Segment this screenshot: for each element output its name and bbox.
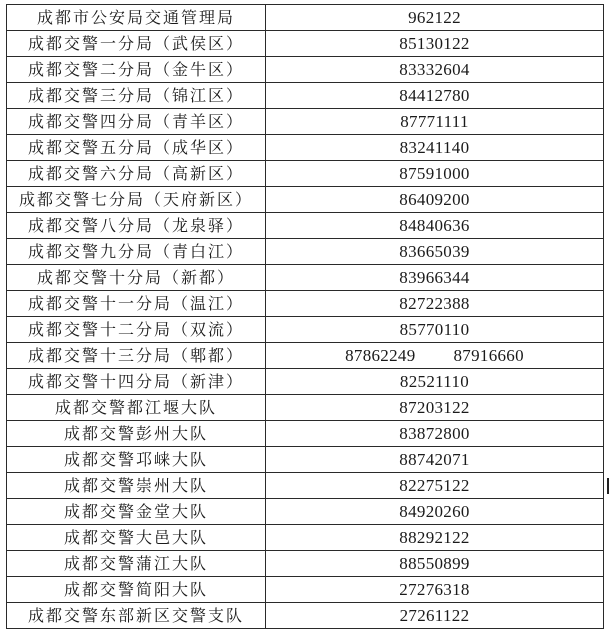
phone-number: 82275122 [399,476,470,495]
phone-number: 84840636 [399,216,470,235]
phone-number: 83966344 [399,268,470,287]
department-name-cell: 成都交警十分局（新都） [7,265,266,291]
phone-number: 88550899 [399,554,470,573]
department-name-cell: 成都交警蒲江大队 [7,551,266,577]
phone-number: 82722388 [399,294,470,313]
phone-cell [266,291,604,317]
department-name-cell: 成都交警九分局（青白江） [7,239,266,265]
edge-mark [607,478,609,494]
department-name-cell: 成都交警都江堰大队 [7,395,266,421]
phone-cell [266,317,604,343]
phone-cell [266,109,604,135]
table-row [7,317,604,343]
department-name-cell: 成都市公安局交通管理局 [7,5,266,31]
table-row [7,265,604,291]
phone-cell [266,135,604,161]
table-row [7,83,604,109]
table-row [7,291,604,317]
phone-cell [266,447,604,473]
phone-cell [266,369,604,395]
phone-number: 85770110 [399,320,470,339]
phone-cell [266,239,604,265]
table-row [7,603,604,629]
phone-number: 88292122 [399,528,470,547]
phone-cell [266,525,604,551]
table-row [7,31,604,57]
phone-cell [266,421,604,447]
department-name-cell: 成都交警崇州大队 [7,473,266,499]
department-name-cell: 成都交警邛崃大队 [7,447,266,473]
phone-cell [266,31,604,57]
phone-number: 87862249 [345,346,416,365]
phone-number: 27261122 [399,606,470,625]
department-name-cell: 成都交警一分局（武侯区） [7,31,266,57]
phone-number: 84920260 [399,502,470,521]
department-name-cell: 成都交警金堂大队 [7,499,266,525]
table-row [7,109,604,135]
department-name-cell: 成都交警五分局（成华区） [7,135,266,161]
phone-number: 86409200 [399,190,470,209]
phone-cell [266,577,604,603]
table-row [7,239,604,265]
department-name-cell: 成都交警东部新区交警支队 [7,603,266,629]
phone-number: 87916660 [453,346,524,365]
phone-number: 84412780 [399,86,470,105]
phone-cell [266,473,604,499]
phone-cell [266,265,604,291]
department-name-cell: 成都交警大邑大队 [7,525,266,551]
table-row [7,421,604,447]
table-row [7,161,604,187]
table-row [7,135,604,161]
phone-number: 87591000 [399,164,470,183]
department-name-cell: 成都交警彭州大队 [7,421,266,447]
table-row [7,577,604,603]
phone-cell [266,551,604,577]
table-row [7,5,604,31]
phone-cell [266,83,604,109]
table-row [7,213,604,239]
department-name-cell: 成都交警十二分局（双流） [7,317,266,343]
table-body [7,5,604,629]
table-row [7,447,604,473]
contact-table-container [6,4,604,629]
department-name-cell: 成都交警八分局（龙泉驿） [7,213,266,239]
table-row [7,369,604,395]
table-row [7,57,604,83]
phone-number: 83241140 [399,138,470,157]
department-name-cell: 成都交警简阳大队 [7,577,266,603]
department-name-cell: 成都交警三分局（锦江区） [7,83,266,109]
table-row [7,187,604,213]
phone-number: 962122 [408,8,461,27]
department-name-cell: 成都交警四分局（青羊区） [7,109,266,135]
table-row [7,395,604,421]
phone-cell [266,161,604,187]
phone-cell [266,343,604,369]
phone-number: 82521110 [399,372,470,391]
phone-number: 85130122 [399,34,470,53]
phone-cell [266,187,604,213]
department-name-cell: 成都交警六分局（高新区） [7,161,266,187]
table-row [7,499,604,525]
phone-number: 87203122 [399,398,470,417]
phone-cell [266,499,604,525]
table-row [7,473,604,499]
department-name-cell: 成都交警七分局（天府新区） [7,187,266,213]
department-name-cell: 成都交警十三分局（郫都） [7,343,266,369]
phone-cell [266,57,604,83]
traffic-police-contact-table [6,4,604,629]
phone-number: 87771111 [400,112,469,131]
phone-number: 83872800 [399,424,470,443]
phone-number: 27276318 [399,580,470,599]
table-row [7,551,604,577]
phone-number: 88742071 [399,450,470,469]
table-row [7,343,604,369]
table-row [7,525,604,551]
phone-cell [266,5,604,31]
department-name-cell: 成都交警二分局（金牛区） [7,57,266,83]
phone-number: 83332604 [399,60,470,79]
phone-number: 83665039 [399,242,470,261]
phone-cell [266,603,604,629]
phone-cell [266,395,604,421]
phone-cell [266,213,604,239]
department-name-cell: 成都交警十一分局（温江） [7,291,266,317]
department-name-cell: 成都交警十四分局（新津） [7,369,266,395]
